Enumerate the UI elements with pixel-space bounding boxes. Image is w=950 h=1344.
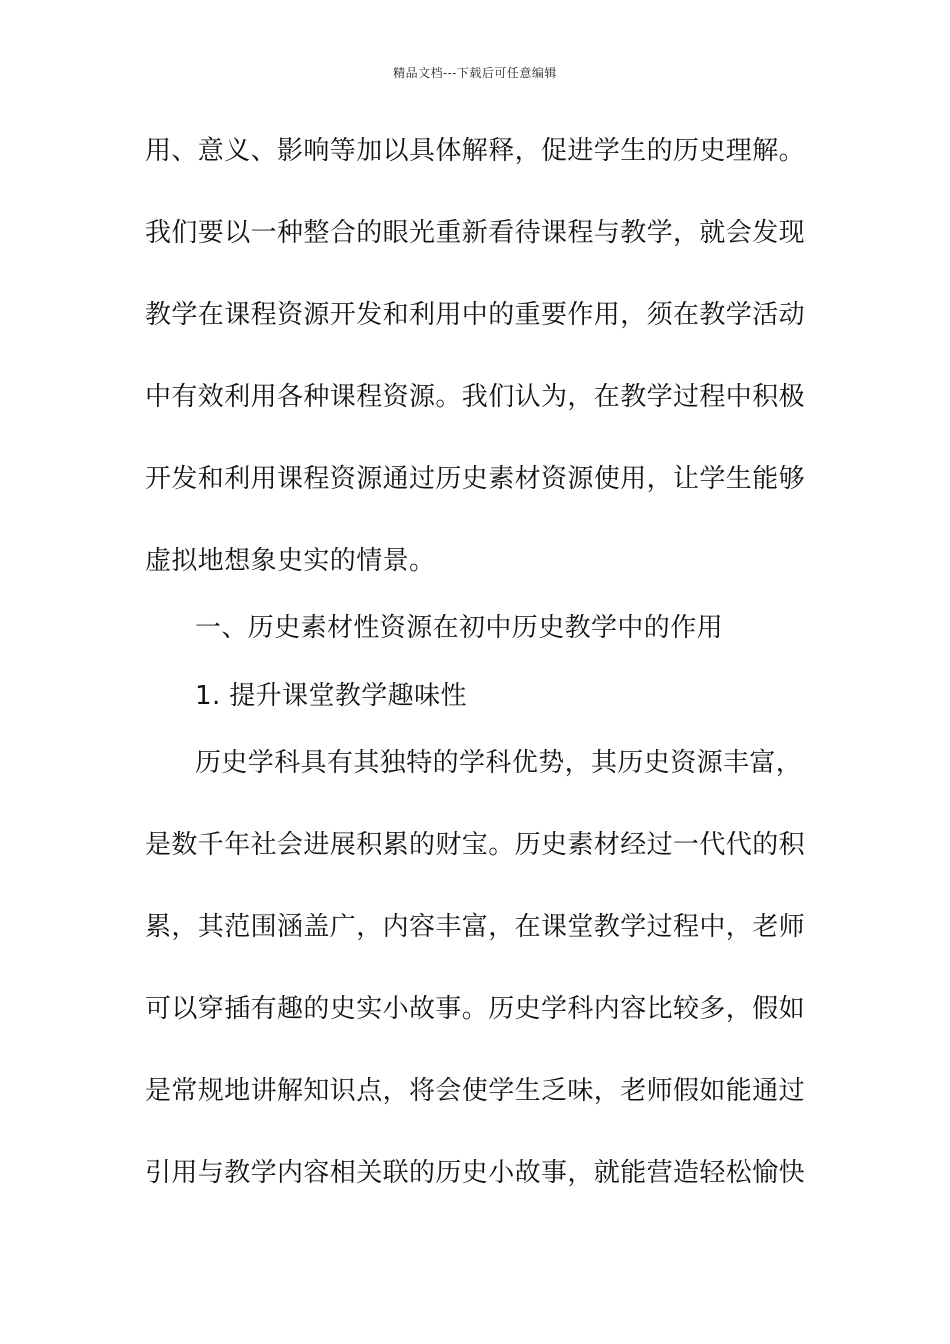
body-line: 教学在课程资源开发和利用中的重要作用，须在教学活动 (145, 300, 806, 330)
body-line: 引用与教学内容相关联的历史小故事，就能营造轻松愉快 (145, 1158, 806, 1188)
body-line: 历史学科具有其独特的学科优势，其历史资源丰富， (195, 748, 803, 778)
body-line: 虚拟地想象史实的情景。 (145, 546, 436, 576)
body-line: 开发和利用课程资源通过历史素材资源使用，让学生能够 (145, 464, 806, 494)
body-line: 可以穿插有趣的史实小故事。历史学科内容比较多，假如 (145, 994, 806, 1024)
body-line: 用、意义、影响等加以具体解释，促进学生的历史理解。 (145, 136, 806, 166)
body-line: 累，其范围涵盖广，内容丰富，在课堂教学过程中，老师 (145, 912, 806, 942)
body-line: 是常规地讲解知识点，将会使学生乏味，老师假如能通过 (145, 1076, 806, 1106)
subsection-heading: 1. 提升课堂教学趣味性 (195, 681, 467, 711)
body-line: 我们要以一种整合的眼光重新看待课程与教学，就会发现 (145, 218, 806, 248)
body-line: 是数千年社会进展积累的财宝。历史素材经过一代代的积 (145, 830, 806, 860)
body-line: 中有效利用各种课程资源。我们认为，在教学过程中积极 (145, 382, 806, 412)
page-header: 精品文档---下载后可任意编辑 (393, 66, 557, 80)
section-heading: 一、历史素材性资源在初中历史教学中的作用 (195, 613, 724, 643)
